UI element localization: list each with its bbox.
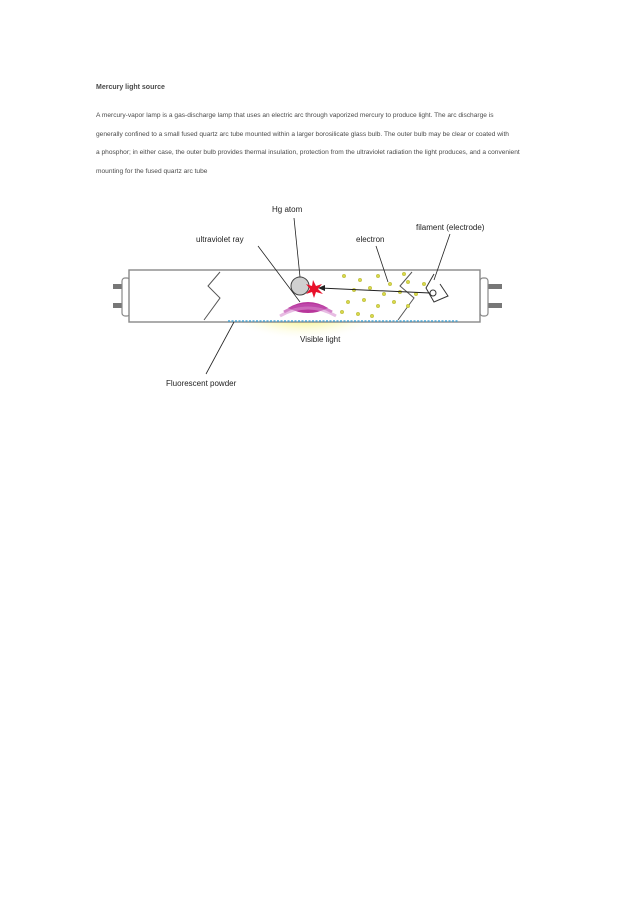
label-visible-light: Visible light <box>300 335 341 344</box>
label-electron: electron <box>356 235 385 244</box>
label-fluorescent-powder: Fluorescent powder <box>166 379 237 388</box>
pin-bottom-right <box>488 303 502 308</box>
end-cap-right <box>480 278 488 316</box>
hg-atom <box>291 277 309 295</box>
paragraph-line: generally confined to a small fused quartz arc tube mounted within a larger borosilicate glass bulb. The outer bulb may be clear or coated with <box>96 130 509 138</box>
paragraph-line: a phosphor; in either case, the outer bulb provides thermal insulation, protection from the ultraviolet radiation the light produces, and a convenient <box>96 149 520 156</box>
section-heading: Mercury light source <box>96 84 165 91</box>
paragraph-line: A mercury-vapor lamp is a gas-discharge lamp that uses an electric arc through vaporized mercury to produce light. The arc discharge is <box>96 112 494 119</box>
paragraph-line: mounting for the fused quartz arc tube <box>96 167 208 175</box>
pin-top-right <box>488 284 502 289</box>
label-filament: filament (electrode) <box>416 223 485 232</box>
label-ultraviolet-ray: ultraviolet ray <box>196 235 244 244</box>
left-pins <box>113 278 130 316</box>
body-paragraph <box>96 112 566 186</box>
right-pins <box>480 278 502 316</box>
lamp-diagram-svg <box>108 190 508 392</box>
fluorescent-lamp-diagram <box>108 190 508 392</box>
label-hg-atom: Hg atom <box>272 205 303 214</box>
